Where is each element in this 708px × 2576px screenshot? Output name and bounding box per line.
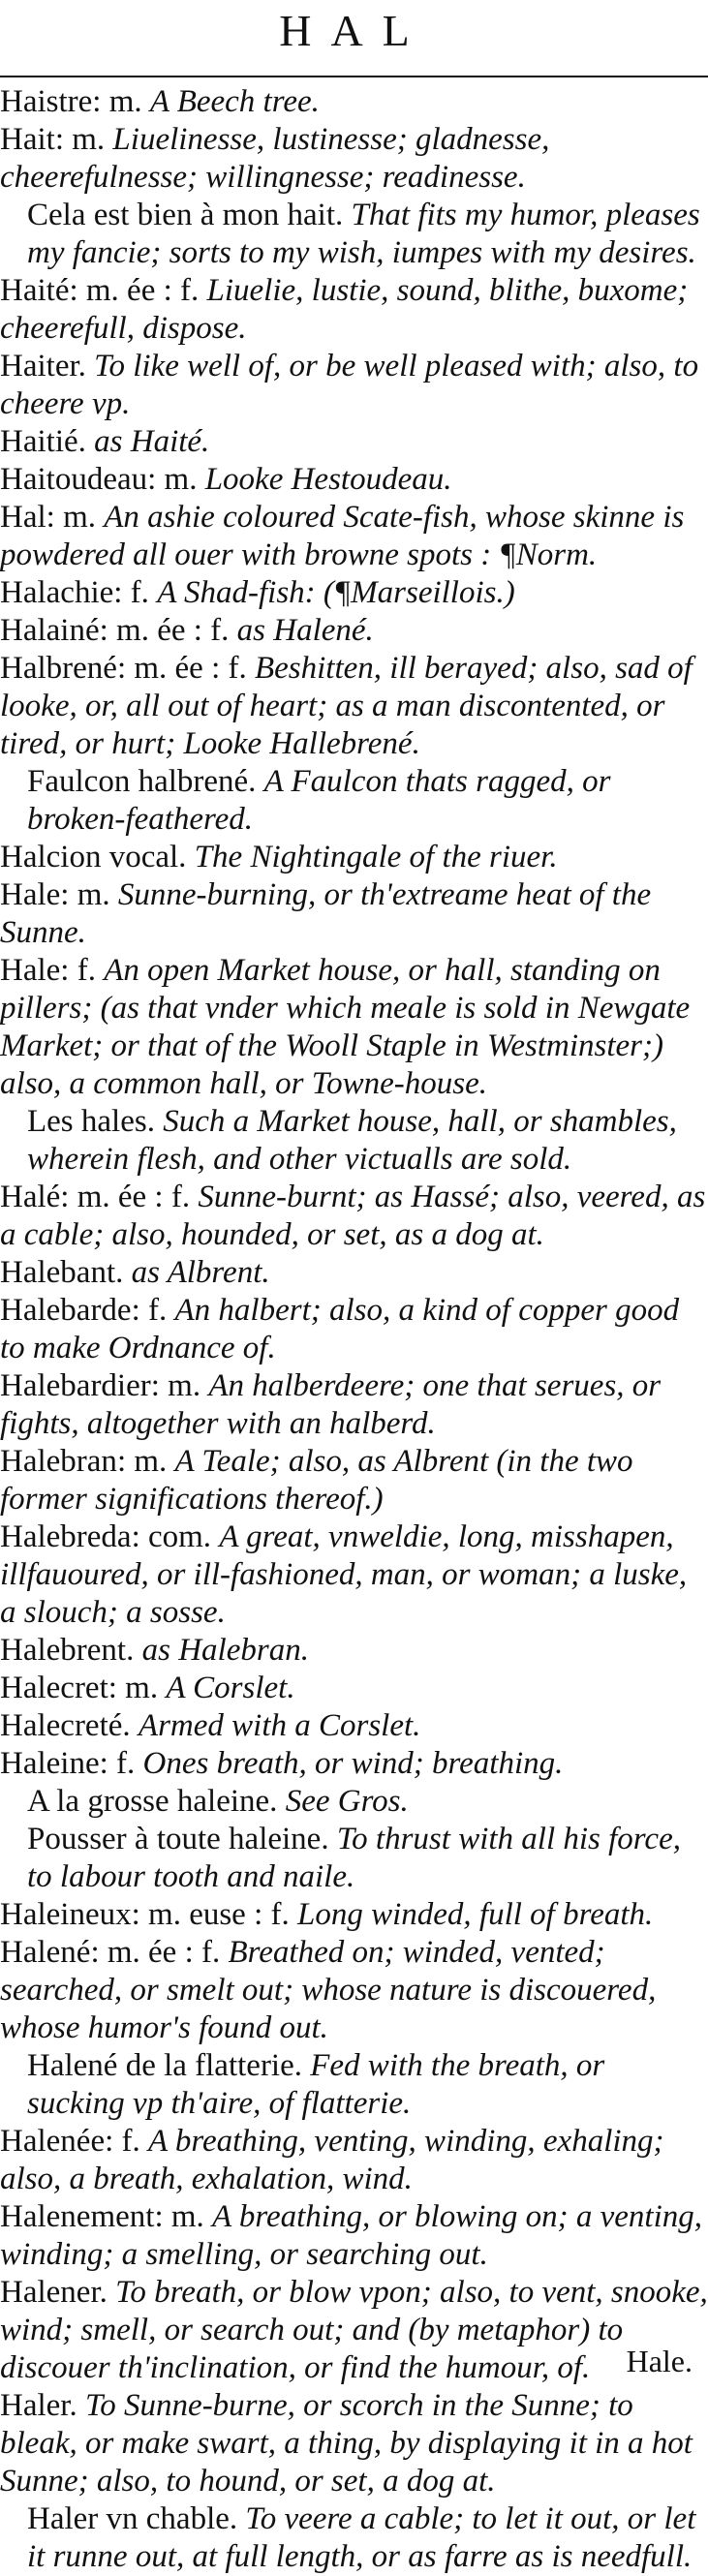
dictionary-entry <box>0 121 708 197</box>
definition: A Beech tree. <box>149 84 320 119</box>
definition: A Faulcon thats ragged, or broken-feathered. <box>27 764 611 837</box>
headword: Halé <box>0 1180 61 1214</box>
catchword: Hale. <box>626 2344 693 2378</box>
definition: Sunne-burnt; as Hassé; also, veered, as a cable; also, hounded, or set, as a dog at. <box>0 1180 706 1252</box>
sub-entry <box>0 1103 708 1179</box>
dictionary-entry <box>0 1707 708 1745</box>
headword: Halainé <box>0 613 100 648</box>
entry-list <box>0 83 708 2576</box>
grammar: : m. <box>116 1444 168 1479</box>
headword: Halener. <box>0 2275 108 2310</box>
definition: Armed with a Corslet. <box>138 1708 421 1743</box>
headword: Hale <box>0 877 61 912</box>
headword: Halebarde <box>0 1293 132 1328</box>
dictionary-entry <box>0 1254 708 1292</box>
dictionary-entry <box>0 1443 708 1518</box>
grammar: : f. <box>99 1746 136 1781</box>
grammar: : m. <box>60 877 110 912</box>
sub-entry <box>0 1783 708 1821</box>
grammar: : m. <box>147 462 198 497</box>
headword: Halbrené <box>0 651 117 686</box>
headword: Halebreda <box>0 1519 132 1554</box>
definition: Beshitten, ill berayed; also, sad of looke, or, all out of heart; as a man discontented, or tired, or hurt; Looke Hallebrené. <box>0 651 693 761</box>
dictionary-entry <box>0 461 708 499</box>
headword: Haleineux <box>0 1897 132 1932</box>
definition: An ashie coloured Scate-fish, whose skinne is powdered all ouer with browne spots : ¶Norm. <box>0 500 685 572</box>
definition: Fed with the breath, or sucking vp th'aire, of flatterie. <box>27 2048 605 2121</box>
dictionary-entry <box>0 1632 708 1670</box>
dictionary-entry <box>0 423 708 461</box>
grammar: : m. ée : f. <box>99 613 230 648</box>
headword: Haiter. <box>0 349 86 383</box>
definition: Breathed on; winded, vented; searched, or smelt out; whose nature is discouered, whose humor's found out. <box>0 1935 657 2045</box>
definition: Liuelie, lustie, sound, blithe, buxome; cheerefull, dispose. <box>0 273 689 346</box>
header-rule <box>0 76 708 77</box>
headword: Haitoudeau <box>0 462 148 497</box>
sub-entry <box>0 2047 708 2123</box>
definition: A Corslet. <box>166 1671 295 1705</box>
headword: Halené de la flatterie. <box>27 2048 302 2083</box>
dictionary-entry <box>0 272 708 348</box>
dictionary-entry <box>0 1292 708 1367</box>
definition: as Halené. <box>236 613 374 648</box>
dictionary-entry <box>0 650 708 763</box>
headword: Halené <box>0 1935 91 1970</box>
definition: Such a Market house, hall, or shambles, wherein flesh, and other victualls are sold. <box>27 1104 677 1177</box>
headword: Halebrent. <box>0 1633 135 1668</box>
definition: Looke Hestoudeau. <box>204 462 452 497</box>
page-header: HAL <box>279 6 429 55</box>
headword: Faulcon halbrené. <box>27 764 257 799</box>
definition: as Albrent. <box>131 1255 270 1290</box>
dictionary-entry <box>0 83 708 121</box>
headword: Haleine <box>0 1746 100 1781</box>
definition: To thrust with all his force, to labour tooth and naile. <box>27 1822 681 1894</box>
headword: Halcion vocal. <box>0 840 187 874</box>
headword: Halenement <box>0 2199 155 2234</box>
grammar: : m. ée : f. <box>60 1180 191 1214</box>
grammar: : m. <box>54 122 106 157</box>
grammar: : m. ée : f. <box>116 651 247 686</box>
dictionary-entry <box>0 952 708 1103</box>
dictionary-entry <box>0 1518 708 1632</box>
definition: To breath, or blow vpon; also, to vent, snooke, wind; smell, or search out; and (by metaphor) to discouer th'inclination, or find the humour, of. <box>0 2275 708 2385</box>
definition: A Shad-fish: (¶Marseillois.) <box>157 575 515 610</box>
grammar: : m. <box>154 2199 204 2234</box>
definition: An halberdeere; one that serues, or fights, altogether with an halberd. <box>0 1368 662 1441</box>
dictionary-entry <box>0 1745 708 1783</box>
grammar: : m. ée : f. <box>90 1935 221 1970</box>
grammar: : m. <box>150 1368 201 1403</box>
dictionary-entry <box>0 499 708 574</box>
headword: Les hales. <box>27 1104 155 1139</box>
headword: Halebardier <box>0 1368 151 1403</box>
headword: Haitié. <box>0 424 86 459</box>
definition: See Gros. <box>285 1784 409 1819</box>
headword: Hal <box>0 500 46 535</box>
headword: Halenée <box>0 2124 106 2159</box>
dictionary-entry <box>0 612 708 650</box>
grammar: : f. <box>131 1293 168 1328</box>
headword: Halecret <box>0 1671 108 1705</box>
sub-entry <box>0 2500 708 2576</box>
grammar: : f. <box>105 2124 140 2159</box>
dictionary-entry <box>0 2198 708 2274</box>
grammar: : m. euse : f. <box>131 1897 290 1932</box>
dictionary-entry <box>0 1670 708 1707</box>
definition: Liuelinesse, lustinesse; gladnesse, cheerefulnesse; willingnesse; readinesse. <box>0 122 550 195</box>
grammar: : m. <box>92 84 142 119</box>
dictionary-entry <box>0 574 708 612</box>
headword: Haler. <box>0 2388 77 2423</box>
dictionary-entry <box>0 348 708 423</box>
definition: A great, vnweldie, long, misshapen, illfauoured, or ill-fashioned, man, or woman; a luske, a slouch; a sosse. <box>0 1519 688 1630</box>
definition: The Nightingale of the riuer. <box>194 840 558 874</box>
definition: That fits my humor, pleases my fancie; sorts to my wish, iumpes with my desires. <box>27 198 700 270</box>
headword: Cela est bien à mon hait. <box>27 198 344 232</box>
headword: Hait <box>0 122 55 157</box>
sub-entry <box>0 197 708 272</box>
grammar: : m. ée : f. <box>69 273 200 308</box>
headword: Halebant. <box>0 1255 124 1290</box>
definition: To like well of, or be well pleased with; also, to cheere vp. <box>0 349 699 421</box>
headword: Haité <box>0 273 70 308</box>
dictionary-entry <box>0 839 708 876</box>
dictionary-entry <box>0 2387 708 2500</box>
definition: To Sunne-burne, or scorch in the Sunne; to bleak, or make swart, a thing, by displaying it in a hot Sunne; also, to hound, or set, a dog at. <box>0 2388 693 2499</box>
headword: Halebran <box>0 1444 117 1479</box>
definition: as Halebran. <box>141 1633 309 1668</box>
dictionary-entry <box>0 2123 708 2198</box>
definition: as Haité. <box>94 424 210 459</box>
definition: Ones breath, or wind; breathing. <box>142 1746 564 1781</box>
grammar: : f. <box>60 953 96 988</box>
headword: Hale <box>0 953 61 988</box>
headword: Halecreté. <box>0 1708 131 1743</box>
dictionary-entry <box>0 2274 708 2387</box>
grammar: : com. <box>131 1519 212 1554</box>
definition: An open Market house, or hall, standing on pillers; (as that vnder which meale is sold in Newgate Market; or that of the Wooll Staple in Westminster;) also, a common hall, or Towne-house. <box>0 953 691 1101</box>
grammar: : f. <box>113 575 149 610</box>
sub-entry <box>0 763 708 839</box>
headword: Haler vn chable. <box>27 2501 238 2536</box>
dictionary-entry <box>0 1367 708 1443</box>
sub-entry <box>0 1821 708 1896</box>
definition: To veere a cable; to let it out, or let it runne out, at full length, or as farre as is needfull. <box>27 2501 696 2574</box>
dictionary-entry <box>0 1179 708 1254</box>
headword: Pousser à toute haleine. <box>27 1822 329 1856</box>
headword: Haistre <box>0 84 93 119</box>
grammar: : m. <box>108 1671 159 1705</box>
definition: A Teale; also, as Albrent (in the two former significations thereof.) <box>0 1444 633 1517</box>
dictionary-entry <box>0 1934 708 2047</box>
definition: An halbert; also, a kind of copper good to make Ordnance of. <box>0 1293 680 1365</box>
grammar: : m. <box>46 500 96 535</box>
definition: A breathing, venting, winding, exhaling; also, a breath, exhalation, wind. <box>0 2124 664 2196</box>
definition: A breathing, or blowing on; a venting, winding; a smelling, or searching out. <box>0 2199 703 2272</box>
dictionary-entry <box>0 1896 708 1934</box>
definition: Long winded, full of breath. <box>297 1897 654 1932</box>
headword: A la grosse haleine. <box>27 1784 278 1819</box>
definition: Sunne-burning, or th'extreame heat of the Sunne. <box>0 877 652 950</box>
headword: Halachie <box>0 575 114 610</box>
dictionary-entry <box>0 876 708 952</box>
